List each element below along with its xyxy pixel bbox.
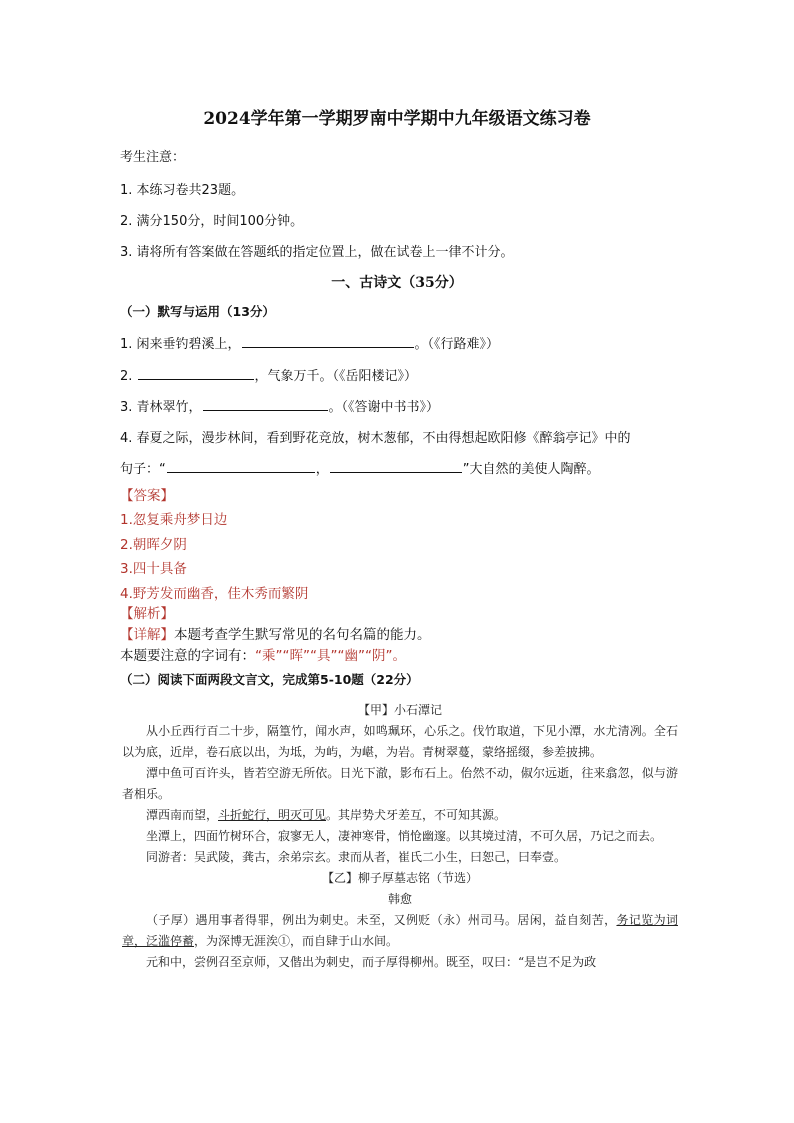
page-title: 2024学年第一学期罗南中学期中九年级语文练习卷 xyxy=(203,109,591,129)
q1-prefix: 1. 闲来垂钓碧溪上， xyxy=(120,337,241,352)
note-prefix: 本题要注意的字词有： xyxy=(120,648,255,664)
question-4-line-2 xyxy=(120,458,600,477)
yi-title: 【乙】柳子厚墓志铭（节选） xyxy=(321,871,478,885)
notice-item-1: 1. 本练习卷共23题。 xyxy=(120,183,245,198)
answer-item-4: 4.野芳发而幽香，佳木秀而繁阴 xyxy=(120,586,309,602)
q4-blank-1[interactable] xyxy=(167,460,315,473)
q2-prefix: 2. xyxy=(120,369,137,384)
part2-heading: （二）阅读下面两段文言文，完成第5-10题（22分） xyxy=(120,672,419,687)
q3-prefix: 3. 青林翠竹， xyxy=(120,400,202,415)
detail-label: 【详解】 xyxy=(120,627,174,643)
notice-heading: 考生注意： xyxy=(120,150,186,165)
yi-p1-a: （子厚）遇用事者得罪，例出为刺史。未至，又例贬（永）州司马。居闲，益自刻苦， xyxy=(146,913,617,927)
q3-blank[interactable] xyxy=(203,398,328,411)
jia-p3-underlined: 斗折蛇行，明灭可见 xyxy=(218,808,327,822)
section-heading: 一、古诗文（35分） xyxy=(331,275,463,291)
q2-suffix: ，气象万千。（《岳阳楼记》） xyxy=(254,369,418,384)
jia-paragraph-5: 同游者：吴武陵，龚古，余弟宗玄。隶而从者，崔氏二小生，曰恕己，曰奉壹。 xyxy=(146,850,567,864)
yi-p1-underlined: 务记览为词章，泛滥停蓄 xyxy=(122,913,678,948)
yi-paragraph-2: 元和中，尝例召至京师，又偕出为刺史，而子厚得柳州。既至，叹曰：“是岂不足为政 xyxy=(146,955,597,969)
detail-text: 本题考查学生默写常见的名句名篇的能力。 xyxy=(174,627,431,643)
jia-paragraph-2: 潭中鱼可百许头，皆若空游无所依。日光下澈，影布石上。佁然不动，俶尔远逝，往来翕忽，似与游者相乐。 xyxy=(122,766,678,801)
jia-paragraph-4: 坐潭上，四面竹树环合，寂寥无人，凄神寒骨，悄怆幽邃。以其境过清，不可久居，乃记之而去。 xyxy=(146,829,663,843)
q4-suffix: ”大自然的美使人陶醉。 xyxy=(462,462,600,477)
jia-p3-suffix: 。其岸势犬牙差互，不可知其源。 xyxy=(326,808,507,822)
question-2 xyxy=(120,365,417,384)
detail-line xyxy=(120,623,431,643)
q4-blank-2[interactable] xyxy=(330,460,462,473)
q1-suffix: 。（《行路难》） xyxy=(414,337,500,352)
yi-paragraph-1 xyxy=(122,910,678,952)
question-3 xyxy=(120,396,439,415)
jia-paragraph-3 xyxy=(122,805,678,826)
classical-texts xyxy=(122,700,678,973)
jia-title: 【甲】小石潭记 xyxy=(357,703,442,717)
q3-suffix: 。（《答谢中书书》） xyxy=(328,400,440,415)
question-4-line-1: 4. 春夏之际，漫步林间，看到野花竞放，树木葱郁，不由得想起欧阳修《醉翁亭记》中的 xyxy=(120,431,631,446)
yi-author: 韩愈 xyxy=(387,892,412,906)
note-line xyxy=(120,644,406,664)
q4-prefix: 句子：“ xyxy=(120,462,166,477)
yi-p1-b: ，为深博无涯涘①，而自肆于山水间。 xyxy=(194,934,399,948)
jia-paragraph-1: 从小丘西行百二十步，隔篁竹，闻水声，如鸣珮环，心乐之。伐竹取道，下见小潭，水尤清冽。全石以为底，近岸，卷石底以出，为坻，为屿，为嵁，为岩。青树翠蔓，蒙络摇缀，参差披拂。 xyxy=(122,724,678,759)
notice-item-2: 2. 满分150分，时间100分钟。 xyxy=(120,214,304,229)
answer-item-1: 1.忽复乘舟梦日边 xyxy=(120,512,228,528)
answer-label: 【答案】 xyxy=(120,488,174,504)
analysis-label: 【解析】 xyxy=(120,606,174,622)
question-1 xyxy=(120,333,499,352)
q4-mid: ， xyxy=(315,462,329,477)
answer-item-2: 2.朝晖夕阴 xyxy=(120,537,187,553)
part1-heading: （一）默写与运用（13分） xyxy=(120,304,275,319)
answer-item-3: 3.四十具备 xyxy=(120,561,187,577)
notice-item-3: 3. 请将所有答案做在答题纸的指定位置上，做在试卷上一律不计分。 xyxy=(120,245,514,260)
jia-p3-prefix: 潭西南而望， xyxy=(146,808,219,822)
note-words: “乘”“晖”“具”“幽”“阴”。 xyxy=(255,648,406,664)
q2-blank[interactable] xyxy=(138,367,254,380)
q1-blank[interactable] xyxy=(242,335,414,348)
